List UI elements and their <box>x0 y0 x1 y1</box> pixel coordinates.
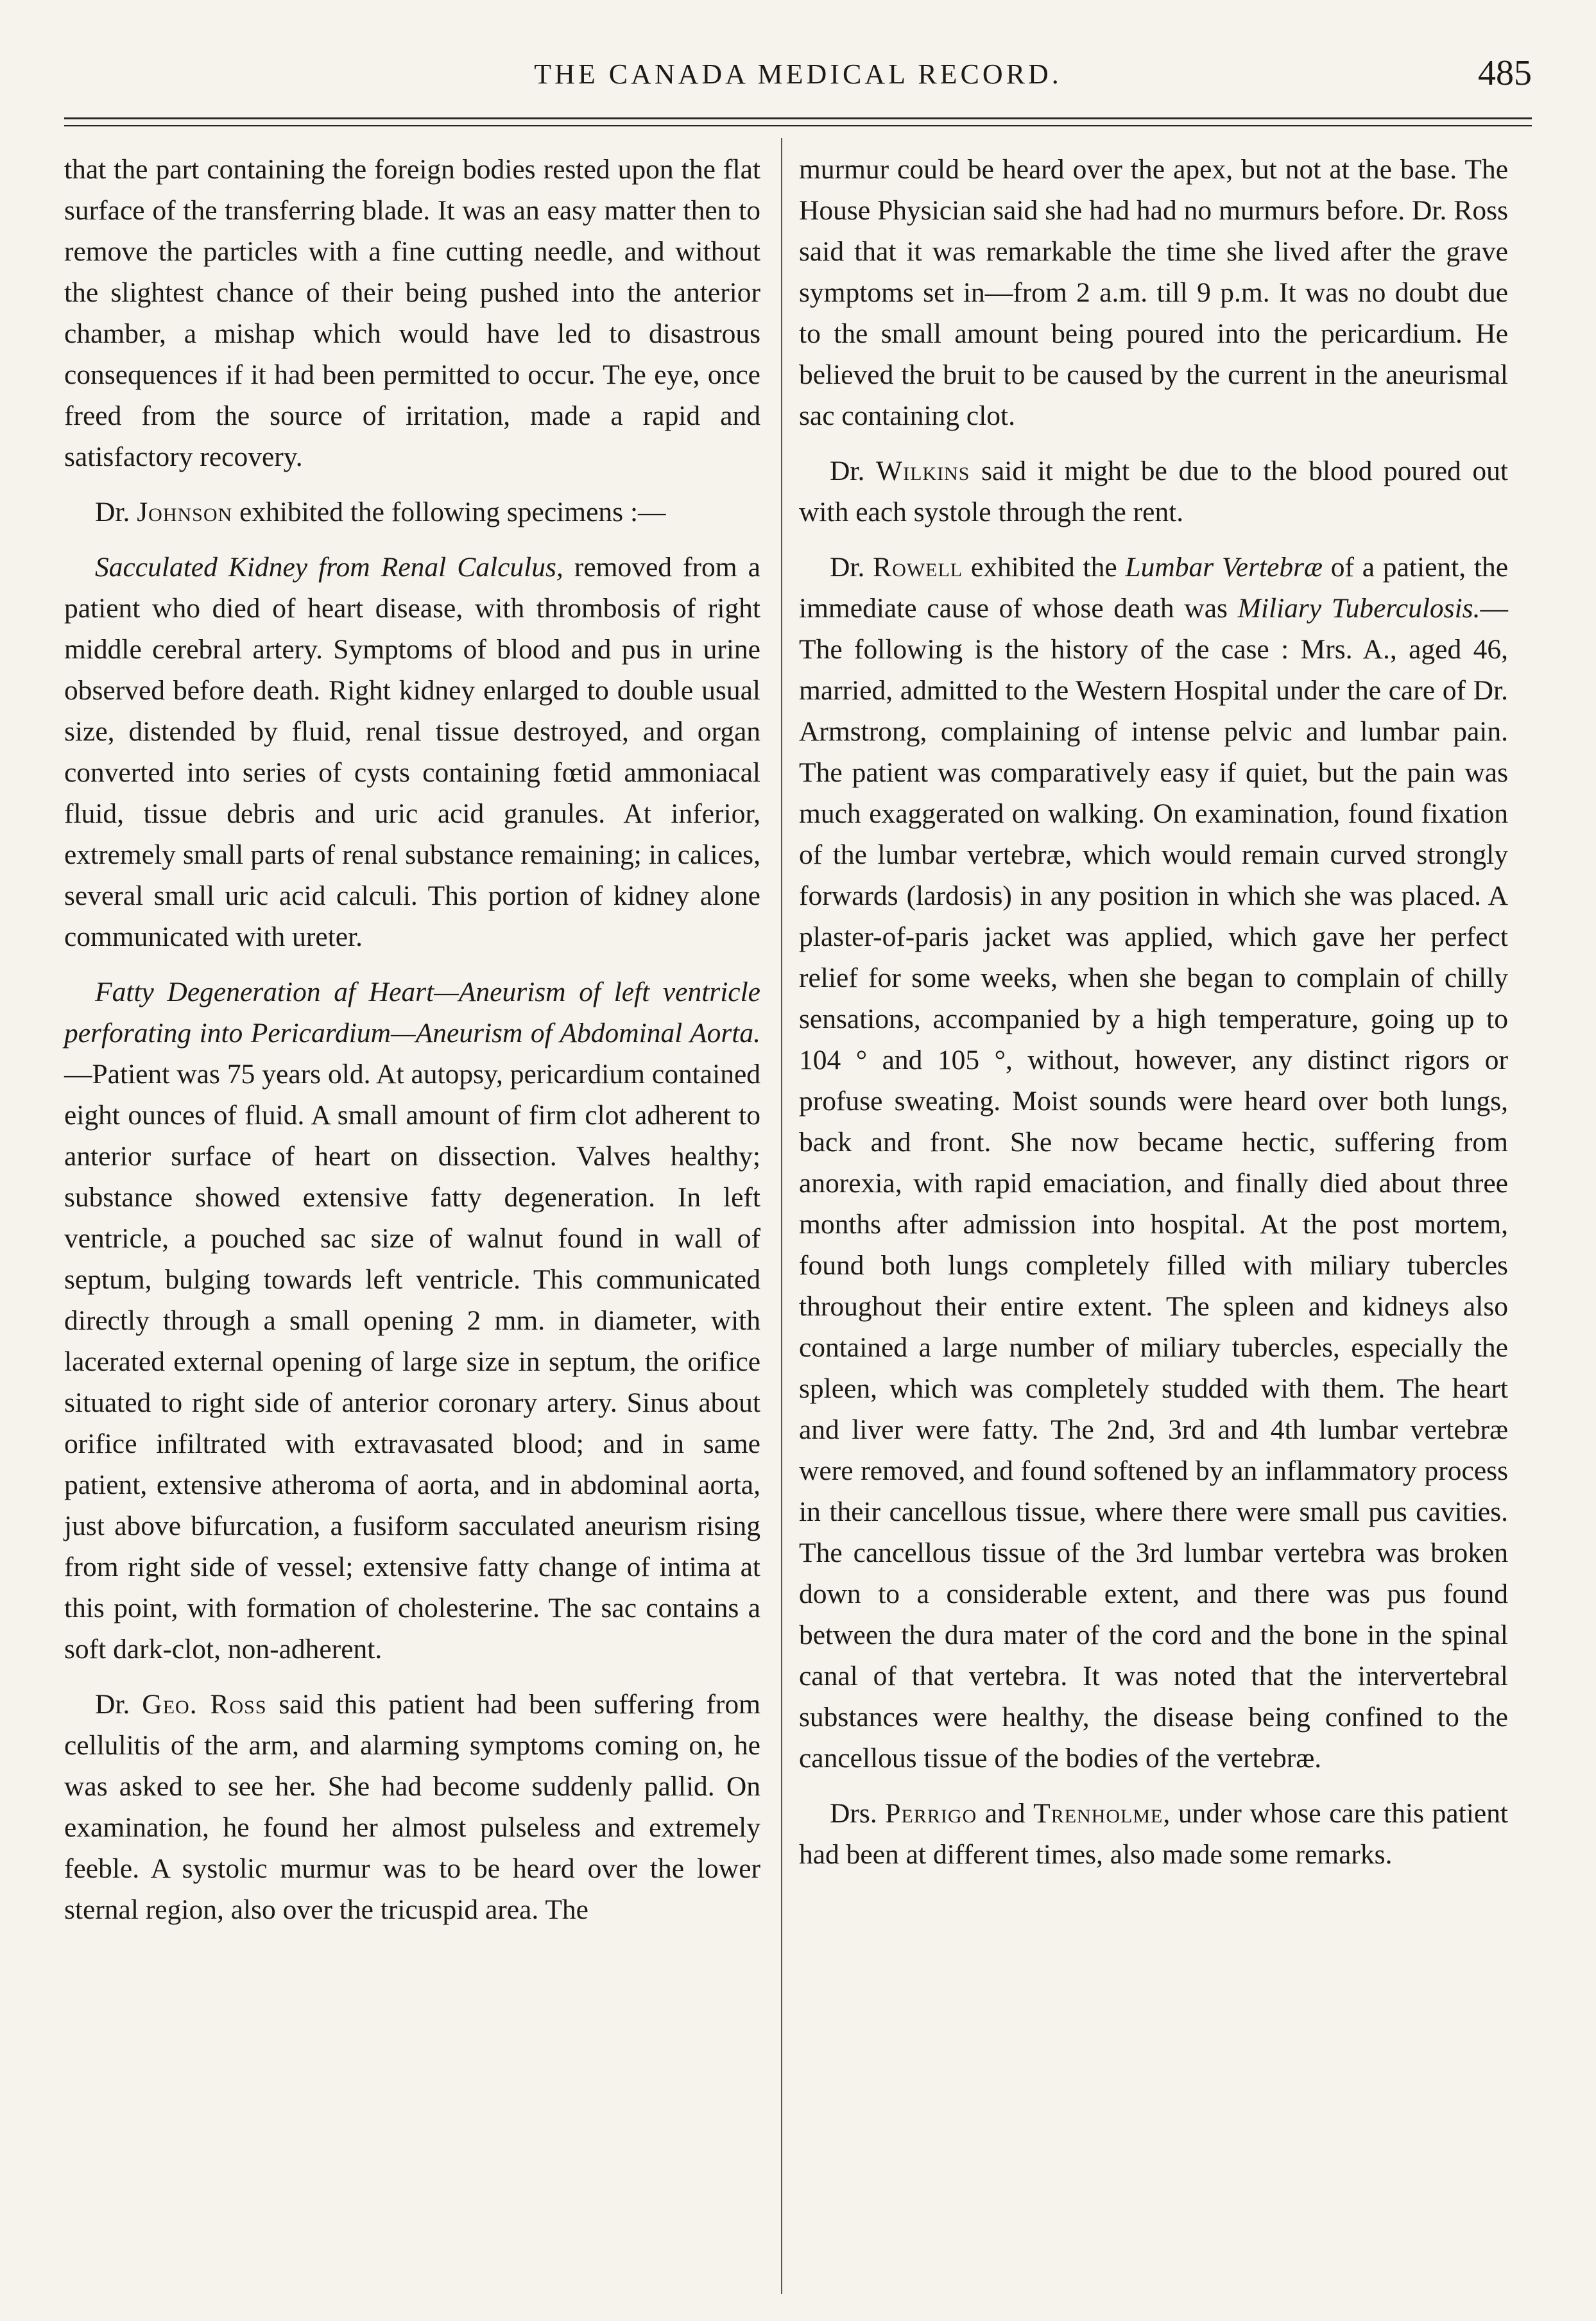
paragraph-fatty-degeneration <box>64 972 760 1670</box>
paragraph-text: said this patient had been suffering from cellulitis of the arm, and alarming symptoms coming on, he was asked to see her. She had become suddenly pallid. On examination, he found her almost pulseless and extremely feeble. A systolic murmur was to be heard over the lower sternal region, also over the tricuspid area. The <box>64 1689 760 1925</box>
speaker-name: Trenholme <box>1033 1798 1163 1829</box>
paragraph-murmur: murmur could be heard over the apex, but not at the base. The House Physician said she had had no murmurs before. Dr. Ross said that it was remarkable the time she lived after the grave symptoms set in—from 2 a.m. till 9 p.m. It was no doubt due to the small amount being poured into the pericardium. He believed the bruit to be caused by the current in the aneurismal sac containing clot. <box>799 154 1508 431</box>
header-rule-bottom <box>64 125 1532 126</box>
specimen-title: Lumbar Vertebræ <box>1125 552 1323 583</box>
paragraph-text: and <box>977 1798 1034 1829</box>
dr-prefix: Dr. <box>830 456 877 486</box>
right-column <box>799 149 1508 1889</box>
paragraph-text: —The following is the history of the case : Mrs. A., aged 46, married, admitted to the Western Hospital under the care of Dr. Armstrong, complaining of intense pelvic and lumbar pain. The patient was comparatively easy if quiet, but the pain was much exaggerated on walking. On examination, found fixation of the lumbar vertebræ, which would remain curved strongly forwards (lardosis) in any position in which she was placed. A plaster-of-paris jacket was applied, which gave her perfect relief for some weeks, when she began to complain of chilly sensations, accompanied by a high temperature, going up to 104 ° and 105 °, without, however, any distinct rigors or profuse sweating. Moist sounds were heard over both lungs, back and front. She now became hectic, suffering from anorexia, with rapid emaciation, and finally died about three months after admission into hospital. At the post mortem, found both lungs completely filled with miliary tubercles throughout their entire extent. The spleen and kidneys also contained a large number of miliary tubercles, especially the spleen, which was completely studded with them. The heart and liver were fatty. The 2nd, 3rd and 4th lumbar vertebræ were removed, and found softened by an inflammatory process in their cancellous tissue, where there were small pus cavities. The cancellous tissue of the 3rd lumbar vertebra was broken down to a considerable extent, and there was pus found between the dura mater of the cord and the bone in the spinal canal of that vertebra. It was noted that the intervertebral substances were healthy, the disease being confined to the cancellous tissue of the bodies of the vertebræ. <box>799 593 1508 1774</box>
paragraph-text: —Patient was 75 years old. At autopsy, pericardium contained eight ounces of fluid. A small amount of firm clot adherent to anterior surface of heart on dissection. Valves healthy; substance showed extensive fatty degeneration. In left ventricle, a pouched sac size of walnut found in wall of septum, bulging towards left ventricle. This communicated directly through a small opening 2 mm. in diameter, with lacerated external opening of large size in septum, the orifice situated to right side of anterior coronary artery. Sinus about orifice infiltrated with extravasated blood; and in same patient, extensive atheroma of aorta, and in abdominal aorta, just above bifurcation, a fusiform sacculated aneurism rising from right side of vessel; extensive fatty change of intima at this point, with formation of cholesterine. The sac contains a soft dark-clot, non-adherent. <box>64 1059 760 1665</box>
paragraph-foreign-bodies: that the part containing the foreign bodies rested upon the flat surface of the transferring blade. It was an easy matter then to remove the particles with a fine cutting needle, and without the slightest chance of their being pushed into the anterior chamber, a mishap which would have led to disastrous consequences if it had been permitted to occur. The eye, once freed from the source of irritation, made a rapid and satisfactory recovery. <box>64 154 760 472</box>
speaker-name: Geo. Ross <box>142 1689 267 1720</box>
running-head: THE CANADA MEDICAL RECORD. <box>534 58 1062 90</box>
paragraph-text: exhibited the <box>963 552 1126 583</box>
left-column <box>64 149 760 1944</box>
speaker-name: Perrigo <box>885 1798 977 1829</box>
paragraph-rowell <box>799 547 1508 1779</box>
speaker-name: Johnson <box>137 497 233 527</box>
speaker-name: Rowell <box>873 552 963 583</box>
paragraph-text: of a patient, the immediate cause of whose death was <box>799 552 1509 624</box>
speaker-name: Wilkins <box>876 456 970 486</box>
dr-prefix: Dr. <box>95 497 137 527</box>
specimen-title: Sacculated Kidney from Renal Calculus, <box>95 552 563 583</box>
dr-prefix: Drs. <box>830 1798 886 1829</box>
paragraph-text: removed from a patient who died of heart disease, with thrombosis of right middle cerebral artery. Symptoms of blood and pus in urine observed before death. Right kidney enlarged to double usual size, distended by fluid, renal tissue destroyed, and organ converted into series of cysts containing fœtid ammoniacal fluid, tissue debris and uric acid granules. At inferior, extremely small parts of renal substance remaining; in calices, several small uric acid calculi. This portion of kidney alone communicated with ureter. <box>64 552 760 952</box>
dr-prefix: Dr. <box>830 552 873 583</box>
page-header <box>64 53 1532 104</box>
paragraph-johnson-intro <box>64 492 760 533</box>
paragraph-text: said it might be due to the blood poured out with each systole through the rent. <box>799 456 1508 527</box>
specimen-title: Miliary Tuberculosis. <box>1237 593 1480 624</box>
header-rule-top <box>64 117 1532 119</box>
paragraph-geo-ross <box>64 1684 760 1930</box>
specimen-title: Fatty Degeneration af Heart—Aneurism of left ventricle perforating into Pericardium—Aneurism of Abdominal Aorta. <box>64 977 760 1049</box>
column-divider <box>781 138 782 2294</box>
paragraph-text: exhibited the following specimens :— <box>232 497 666 527</box>
paragraph-wilkins <box>799 450 1508 533</box>
page-number: 485 <box>1478 53 1532 93</box>
dr-prefix: Dr. <box>95 1689 142 1720</box>
paragraph-sacculated-kidney <box>64 547 760 957</box>
paragraph-text: , under whose care this patient had been at different times, also made some remarks. <box>799 1798 1508 1870</box>
paragraph-perrigo-trenholme <box>799 1793 1508 1875</box>
